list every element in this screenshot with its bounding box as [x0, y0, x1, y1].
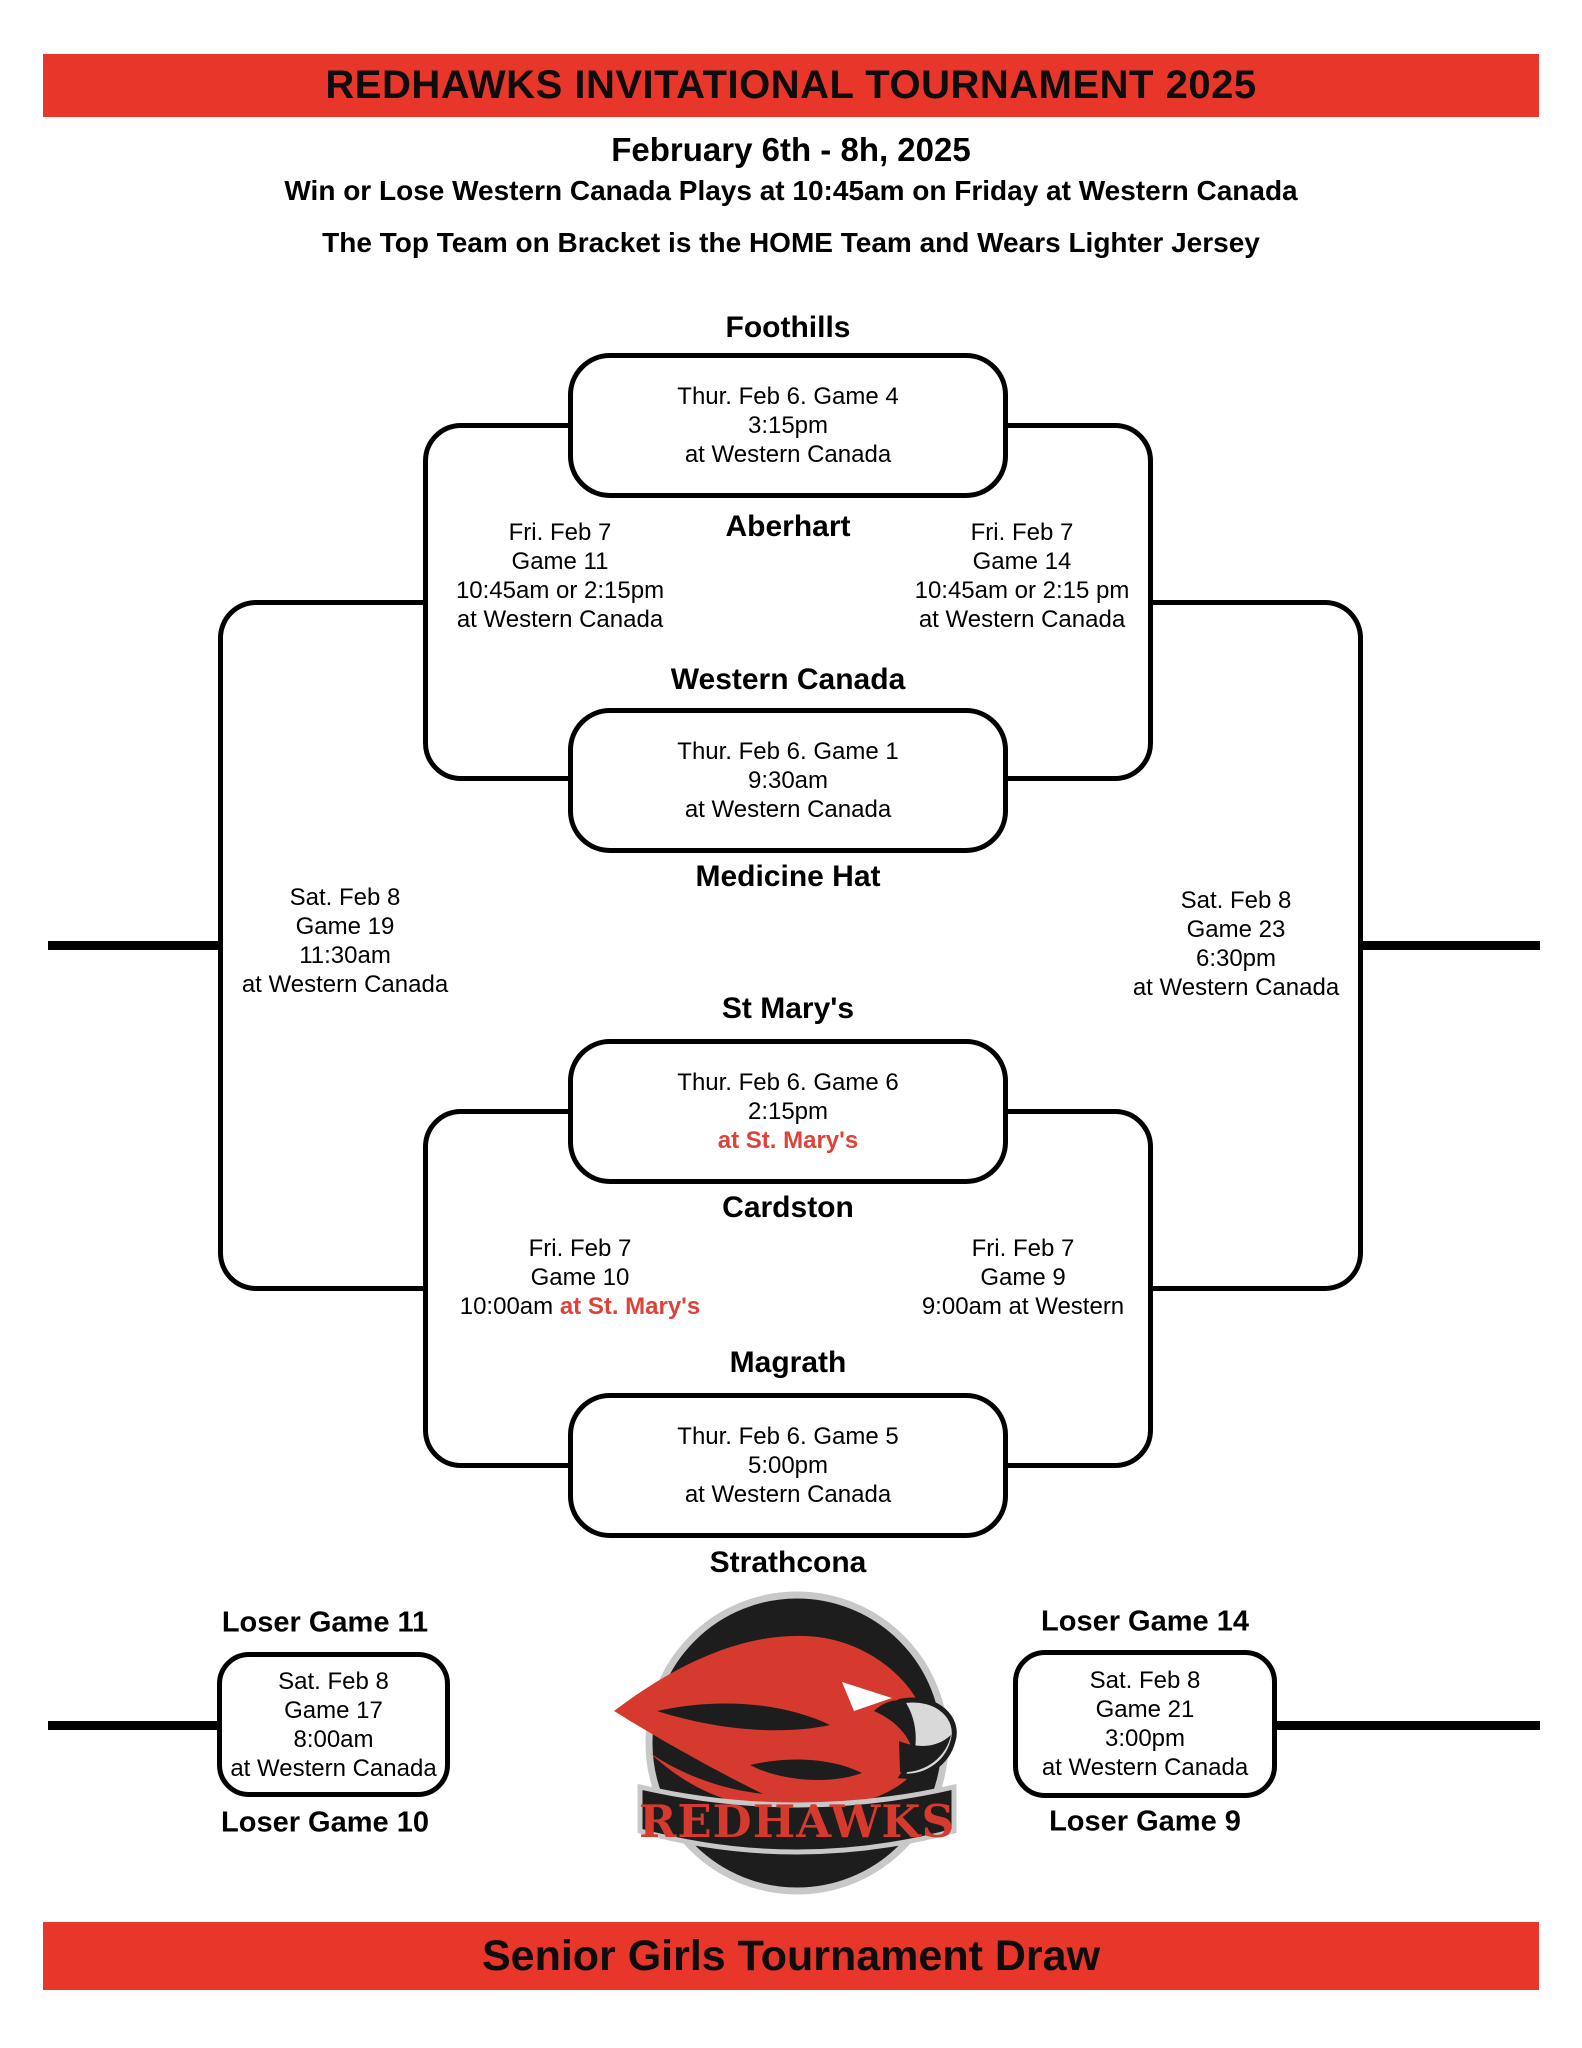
- game17-time: 8:00am: [293, 1725, 374, 1753]
- game-box-21: [1013, 1650, 1277, 1798]
- game11-number: Game 11: [511, 548, 609, 575]
- game14-number: Game 14: [972, 548, 1072, 575]
- game1-line3: at Western Canada: [684, 796, 892, 823]
- loser-game-10-label: Loser Game 10: [221, 1806, 429, 1839]
- game21-date: Sat. Feb 8: [1089, 1667, 1201, 1694]
- game14-venue: at Western Canada: [918, 606, 1126, 633]
- page-title: REDHAWKS INVITATIONAL TOURNAMENT 2025: [325, 63, 1257, 107]
- header-note-1: Win or Lose Western Canada Plays at 10:45am on Friday at Western Canada: [284, 175, 1298, 206]
- header-note-2: The Top Team on Bracket is the HOME Team and Wears Lighter Jersey: [322, 227, 1260, 258]
- game11-venue: at Western Canada: [456, 606, 664, 633]
- note-game9: [863, 1234, 1183, 1321]
- game10-venue-accent: at St. Mary's: [559, 1293, 701, 1320]
- game19-date: Sat. Feb 8: [289, 884, 401, 911]
- game9-number: Game 9: [980, 1264, 1066, 1291]
- game21-number: Game 21: [1095, 1696, 1195, 1723]
- game1-line1: Thur. Feb 6. Game 1: [677, 738, 899, 765]
- game23-venue: at Western Canada: [1132, 974, 1340, 1001]
- team-label-western-canada: Western Canada: [670, 663, 906, 696]
- team-label-cardston: Cardston: [722, 1191, 854, 1224]
- game4-line2: 3:15pm: [747, 412, 829, 439]
- date-line: February 6th - 8h, 2025: [611, 131, 971, 168]
- game5-line1: Thur. Feb 6. Game 5: [677, 1423, 899, 1450]
- game11-date: Fri. Feb 7: [508, 519, 612, 546]
- game17-number: Game 17: [284, 1696, 383, 1724]
- loser-game-9-label: Loser Game 9: [1049, 1805, 1241, 1838]
- team-label-st-marys: St Mary's: [721, 992, 855, 1025]
- game6-line3: at St. Mary's: [717, 1127, 859, 1154]
- consolation-line-left: [48, 1721, 222, 1730]
- game14-date: Fri. Feb 7: [970, 519, 1074, 546]
- footer-title: Senior Girls Tournament Draw: [481, 1931, 1101, 1980]
- game9-time: 9:00am at Western: [921, 1293, 1125, 1320]
- game4-line3: at Western Canada: [684, 441, 892, 468]
- note-game10: [420, 1234, 740, 1321]
- game6-line2: 2:15pm: [747, 1098, 829, 1125]
- game23-time: 6:30pm: [1195, 945, 1277, 972]
- redhawks-logo: [602, 1583, 980, 1923]
- game21-venue: at Western Canada: [1041, 1754, 1249, 1781]
- team-label-magrath: Magrath: [729, 1346, 847, 1379]
- footer-banner: [43, 1922, 1539, 1990]
- game-box-1: [568, 708, 1008, 853]
- game1-line2: 9:30am: [747, 767, 829, 794]
- note-game23: [1076, 886, 1396, 1002]
- game23-date: Sat. Feb 8: [1180, 887, 1292, 914]
- game14-time: 10:45am or 2:15 pm: [914, 577, 1130, 604]
- game17-date: Sat. Feb 8: [278, 1667, 389, 1695]
- game9-date: Fri. Feb 7: [971, 1235, 1075, 1262]
- note-game11: [400, 518, 720, 634]
- team-label-strathcona: Strathcona: [709, 1546, 867, 1579]
- redhawks-logo-graphic: [602, 1583, 980, 1923]
- game6-line1: Thur. Feb 6. Game 6: [677, 1069, 899, 1096]
- consolation-line-right: [1272, 1721, 1540, 1730]
- game10-time-text: 10:00am: [459, 1293, 560, 1320]
- note-game19: [185, 883, 505, 999]
- game5-line2: 5:00pm: [747, 1452, 829, 1479]
- game19-venue: at Western Canada: [241, 971, 449, 998]
- note-game14: [862, 518, 1182, 634]
- game17-venue: at Western Canada: [230, 1754, 437, 1782]
- game21-time: 3:00pm: [1104, 1725, 1186, 1752]
- logo-wordmark: REDHAWKS: [638, 1795, 956, 1848]
- game19-time: 11:30am: [299, 942, 391, 969]
- game19-number: Game 19: [295, 913, 395, 940]
- loser-game-11-label: Loser Game 11: [221, 1606, 429, 1639]
- game-box-5: [568, 1393, 1008, 1538]
- game-box-4: [568, 353, 1008, 498]
- game11-time: 10:45am or 2:15pm: [455, 577, 665, 604]
- game23-number: Game 23: [1186, 916, 1286, 943]
- game10-date: Fri. Feb 7: [528, 1235, 632, 1262]
- team-label-foothills: Foothills: [725, 311, 851, 344]
- game-box-17: [217, 1652, 450, 1797]
- game4-line1: Thur. Feb 6. Game 4: [677, 383, 899, 410]
- header-banner: [43, 54, 1539, 117]
- game-box-6: [568, 1039, 1008, 1184]
- team-label-aberhart: Aberhart: [725, 510, 851, 543]
- game10-time: [420, 1292, 740, 1321]
- game5-line3: at Western Canada: [684, 1481, 892, 1508]
- team-label-medicine-hat: Medicine Hat: [695, 860, 881, 893]
- game10-number: Game 10: [530, 1264, 630, 1291]
- loser-game-14-label: Loser Game 14: [1041, 1605, 1249, 1638]
